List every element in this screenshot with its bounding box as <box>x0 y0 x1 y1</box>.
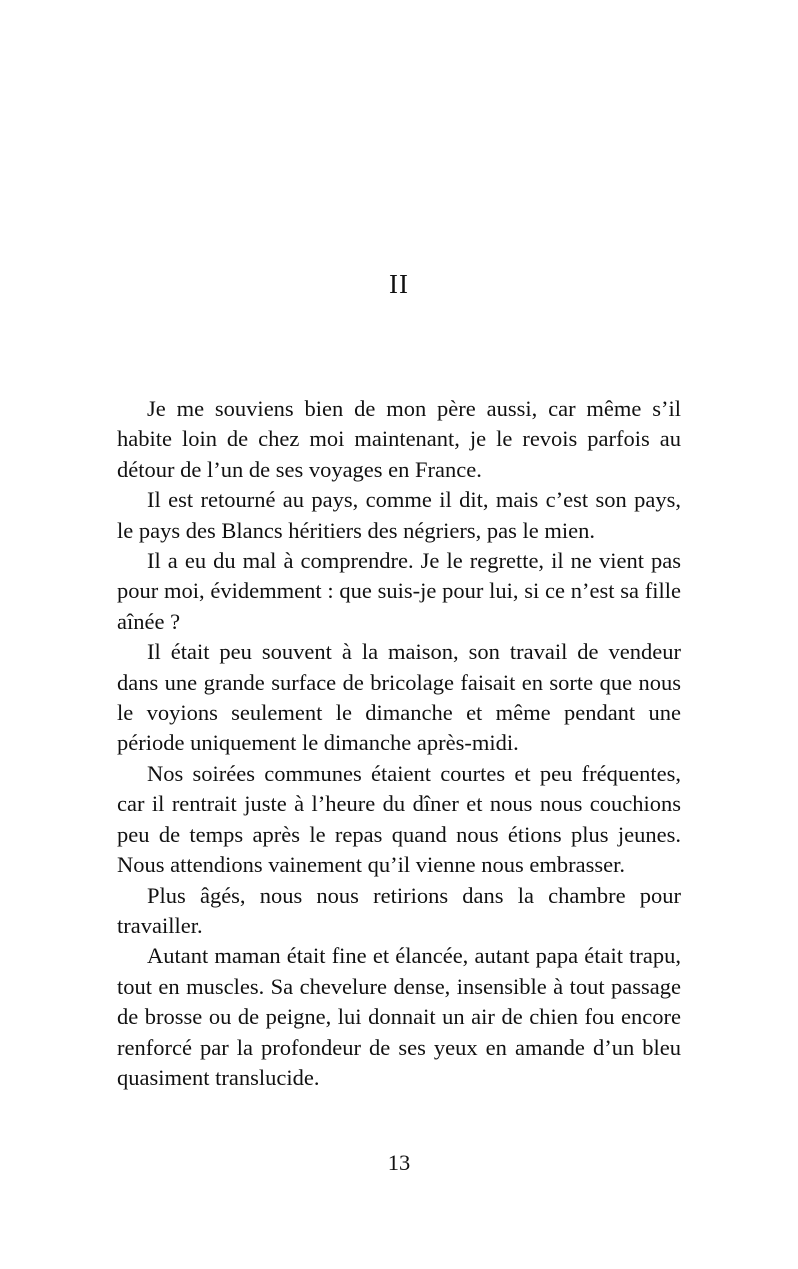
paragraph: Il était peu souvent à la maison, son travail de vendeur dans une grande surface de bricolage faisait en sorte que nous le voyions seulement le dimanche et même pendant une période uniquement le dimanche après-midi. <box>117 639 681 756</box>
paragraph: Il est retourné au pays, comme il dit, mais c’est son pays, le pays des Blancs héritiers des négriers, pas le mien. <box>117 487 681 543</box>
paragraph: Plus âgés, nous nous retirions dans la chambre pour travailler. <box>117 882 681 938</box>
paragraph: Je me souviens bien de mon père aussi, car même s’il habite loin de chez moi maintenant, je le revois parfois au détour de l’un de ses voyages en France. <box>117 396 681 482</box>
chapter-body <box>117 394 681 1093</box>
paragraph: Nos soirées communes étaient courtes et peu fréquentes, car il rentrait juste à l’heure du dîner et nous nous couchions peu de temps après le repas quand nous étions plus jeunes. Nous attendions vainement qu’il vienne nous embrasser. <box>117 760 681 878</box>
paragraph: Autant maman était fine et élancée, autant papa était trapu, tout en muscles. Sa chevelure dense, insensible à tout passage de brosse ou de peigne, lui donnait un air de chien fou encore renforcé par la profondeur de ses yeux en amande d’un bleu quasiment translucide. <box>117 943 681 1090</box>
page-number: 13 <box>387 1150 411 1175</box>
chapter-heading: II <box>389 269 409 299</box>
paragraph: Il a eu du mal à comprendre. Je le regrette, il ne vient pas pour moi, évidemment : que suis-je pour lui, si ce n’est sa fille aînée ? <box>117 548 681 634</box>
